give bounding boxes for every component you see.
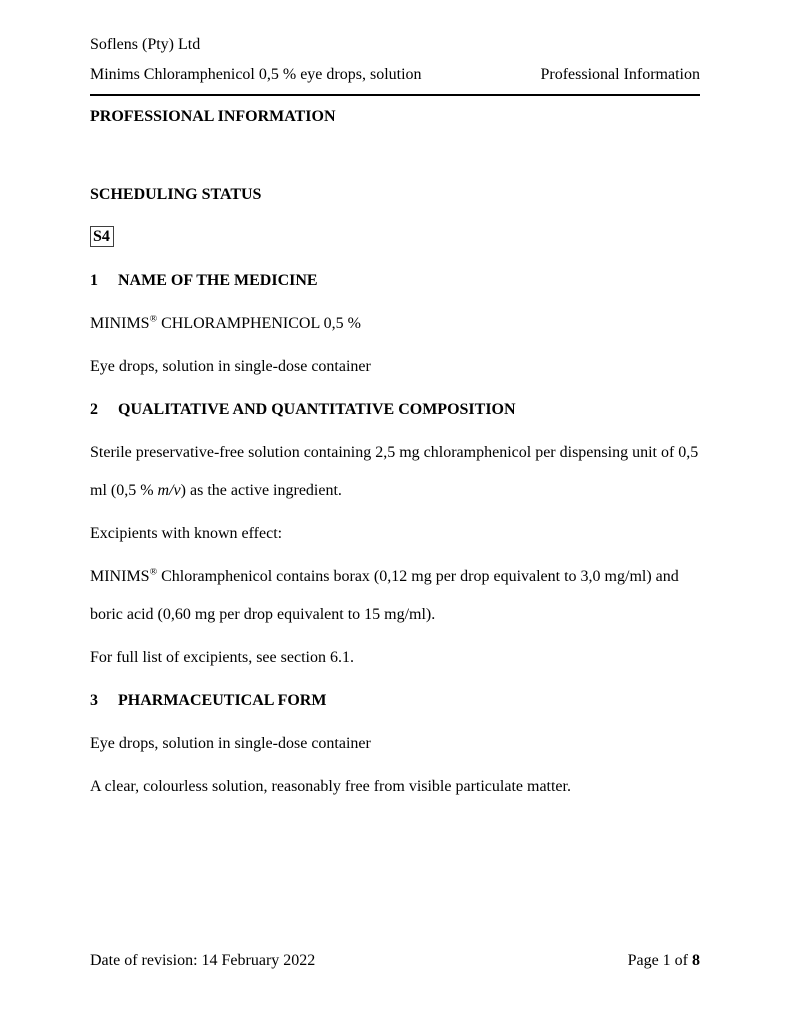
paragraph [90, 725, 700, 763]
paragraph [90, 639, 700, 677]
header-rule [90, 94, 700, 96]
paragraph [90, 348, 700, 386]
text-segment: Chloramphenicol contains borax (0,12 mg per drop equivalent to 3,0 mg/ml) and boric acid (0,60 mg per drop equivalent to 15 mg/ml). [90, 568, 679, 623]
section-heading-3 [90, 682, 700, 720]
section-number: 2 [90, 401, 98, 418]
header-product: Minims Chloramphenicol 0,5 % eye drops, solution [90, 66, 422, 83]
page-header [90, 30, 700, 96]
text-segment: ) as the active ingredient. [180, 482, 342, 499]
header-second-line [90, 60, 700, 90]
italic-text-segment: m/v [157, 482, 181, 499]
text-segment: Excipients with known effect: [90, 525, 283, 542]
page-number [628, 942, 700, 980]
section-heading-2 [90, 391, 700, 429]
text-segment: Sterile preservative-free solution containing 2,5 mg chloramphenicol per dispensing unit of 0,5 ml (0,5 % [90, 444, 699, 499]
text-segment: Eye drops, solution in single-dose container [90, 358, 371, 375]
section-heading-1 [90, 262, 700, 300]
text-segment: For full list of excipients, see section 6.1. [90, 649, 354, 666]
section-number: 1 [90, 272, 98, 289]
section-title: QUALITATIVE AND QUANTITATIVE COMPOSITION [118, 401, 516, 418]
paragraph [90, 305, 700, 343]
scheduling-status-line [90, 218, 700, 256]
document-title: PROFESSIONAL INFORMATION [90, 108, 336, 125]
section-number: 3 [90, 692, 98, 709]
header-doc-type: Professional Information [540, 66, 700, 83]
page-number-prefix: Page 1 of [627, 952, 692, 969]
paragraph [90, 558, 700, 634]
revision-date: Date of revision: 14 February 2022 [90, 952, 316, 969]
paragraph [90, 515, 700, 553]
header-company: Soflens (Pty) Ltd [90, 36, 201, 53]
sections-container [90, 262, 700, 806]
registered-trademark-symbol: ® [149, 313, 158, 325]
registered-trademark-symbol: ® [149, 566, 158, 578]
section-title: NAME OF THE MEDICINE [118, 272, 318, 289]
paragraph [90, 434, 700, 510]
section-title: PHARMACEUTICAL FORM [118, 692, 327, 709]
scheduling-status-value: S4 [90, 226, 114, 247]
text-segment: A clear, colourless solution, reasonably free from visible particulate matter. [90, 778, 571, 795]
text-segment: CHLORAMPHENICOL 0,5 % [157, 315, 361, 332]
paragraph [90, 768, 700, 806]
text-segment: MINIMS [90, 315, 150, 332]
text-segment: Eye drops, solution in single-dose container [90, 735, 371, 752]
scheduling-status-heading: SCHEDULING STATUS [90, 186, 262, 203]
text-segment: MINIMS [90, 568, 150, 585]
page-footer [90, 942, 700, 980]
page-number-total: 8 [692, 952, 700, 969]
